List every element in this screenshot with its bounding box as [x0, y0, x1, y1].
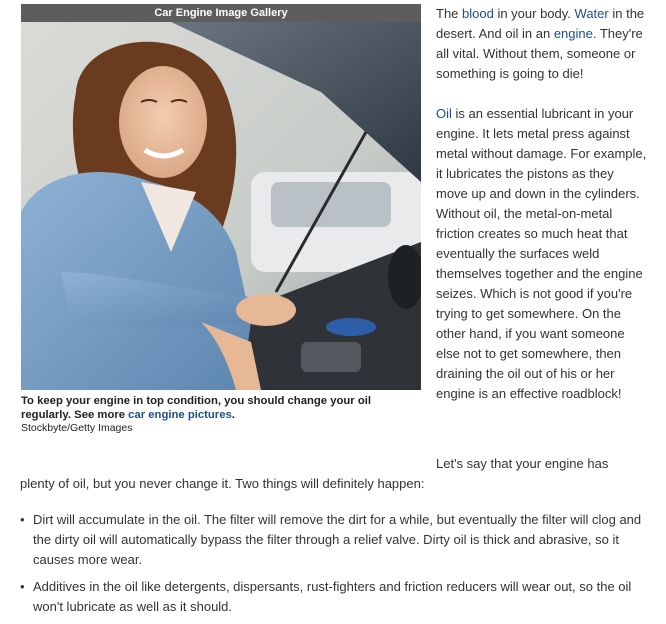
- intro-text-3: in the desert. And oil in an: [436, 6, 645, 41]
- list-item: [20, 577, 650, 617]
- image-gallery: [21, 4, 421, 435]
- caption-end: .: [231, 409, 235, 421]
- engine-link[interactable]: engine: [553, 26, 593, 41]
- lets-say-line: Let's say that your engine has: [436, 456, 609, 471]
- bullet-dot-icon: •: [20, 579, 25, 594]
- intro-paragraph: [436, 4, 648, 84]
- plenty-of-oil-line: plenty of oil, but you never change it. Two things will definitely happen:: [20, 476, 425, 491]
- list-item: [20, 510, 650, 570]
- list-item-text: Additives in the oil like detergents, dispersants, rust-fighters and friction reducers will wear out, so the oil won't lubricate as well as it should.: [33, 579, 632, 614]
- car-engine-pictures-link[interactable]: car engine pictures: [128, 409, 232, 421]
- intro-text-2: in your body.: [493, 6, 575, 21]
- article-right-column: [436, 4, 648, 424]
- oil-paragraph-text: is an essential lubricant in your engine. It lets metal press against metal without damage. For example, it lubricates the pistons as they move up and down in the cylinders. Without oil, the metal-on-metal friction creates so much heat that eventually the surfaces weld themselves together and the engine seizes. Which is not good if you're trying to get somewhere. On the other hand, if you want someone else not to get somewhere, then draining the oil out of his or her engine is an effective roadblock!: [436, 106, 647, 401]
- intro-text-4: . They're all vital. Without them, someone or something is going to die!: [436, 26, 643, 81]
- engine-photo[interactable]: [21, 22, 421, 390]
- water-link[interactable]: Water: [574, 6, 609, 21]
- bullet-dot-icon: •: [20, 512, 25, 527]
- blood-link[interactable]: blood: [462, 6, 494, 21]
- intro-text-1: The: [436, 6, 463, 21]
- gallery-title: Car Engine Image Gallery: [21, 4, 421, 22]
- photo-credit: Stockbyte/Getty Images: [21, 422, 133, 434]
- oil-paragraph: [436, 104, 648, 404]
- oil-link[interactable]: Oil: [436, 106, 452, 121]
- photo-caption: [21, 394, 421, 422]
- list-item-text: Dirt will accumulate in the oil. The filter will remove the dirt for a while, but eventually the filter will clog and the dirty oil will automatically bypass the filter through a relief valve. Dirty oil is thick and abrasive, so it causes more wear.: [33, 512, 642, 567]
- bullet-list: [20, 510, 650, 624]
- caption-text: To keep your engine in top condition, you should change your oil regularly. See more: [21, 395, 372, 421]
